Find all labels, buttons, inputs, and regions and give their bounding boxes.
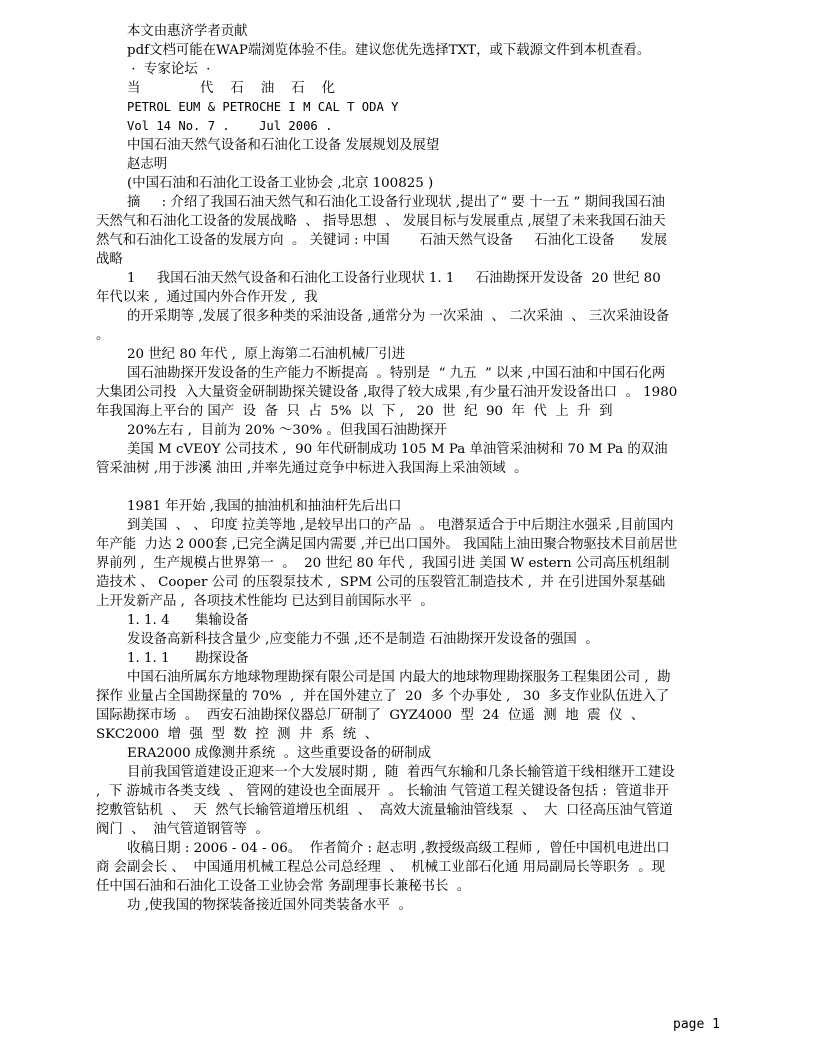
text-line: 1. 1. 1 勘探设备 [127,651,249,666]
text-line: 功 ,使我国的物探装备接近国外同类装备水平 。 [127,898,412,913]
blank-line [96,478,678,497]
text-line: 目前我国管道建设正迎来一个大发展时期 , 随 着西气东输和几条长输管道干线相继开工建设 , 下 游城市各类支线 、 管网的建设也全面展开 。 长输油 气管道工程关键设备包括 : 管道非开挖敷管钻机 、 天 然气长输管道增压机组 、 高效大流量输油管线泵 、 大 口径高压油气管道阀门 、 油气管道钢管等 。 [96,765,680,837]
text-line: ERA2000 成像测井系统 。这些重要设备的研制成 [127,746,432,761]
text-line: 赵志明 [127,157,168,172]
text-line: 1981 年开始 ,我国的抽油机和抽油杆先后出口 [127,499,402,514]
text-line: · 专家论坛 · [127,62,211,77]
text-line: 1 我国石油天然气设备和石油化工设备行业现状 1. 1 石油勘探开发设备 20 世纪 80 年代以来 , 通过国内外合作开发 , 我 [96,271,665,305]
text-line: 摘 : 介绍了我国石油天然气和石油化工设备行业现状 ,提出了“ 要 十一五 ” 期间我国石油天然气和石油化工设备的发展战略 、 指导思想 、 发展目标与发展重点 ,展望了未来我国石油天然气和石油化工设备的发展方向 。 关键词 : 中国 石油天然气设备 石油化工设备 发展战略 [96,195,668,267]
text-line: (中国石油和石油化工设备工业协会 ,北京 100825 ) [127,176,434,191]
text-line: 中国石油天然气设备和石油化工设备 发展规划及展望 [127,138,440,153]
text-line: 中国石油所属东方地球物理勘探有限公司是国 内最大的地球物理勘探服务工程集团公司 , 勘探作 业量占全国勘探量的 70% , 并在国外建立了 20 多 个办事处 , 30 多支作业队伍进入了国际勘探市场 。 西安石油勘探仪器总厂研制了 GYZ4000 型 24 位遥 测 地 震 仪 、 SKC2000 增 强 型 数 控 测 井 系 统 、 [96,670,671,742]
text-line: 到美国 、 、 印度 拉美等地 ,是较早出口的产品 。 电潜泵适合于中后期注水强采 ,目前国内年产能 力达 2 000套 ,已完全满足国内需要 ,并已出口国外。 我国陆上油田聚合物驱技术目前居世界前列 , 生产规模占世界第一 。 20 世纪 80 年代 , 我国引进 美国 W estern 公司高压机组制造技术 、 Cooper 公司 的压裂泵技术 , SPM 公司的压裂管汇制造技术 , 并 在引进国外泵基础上开发新产品 , 各项技术性能均 已达到目前国际水平 。 [96,518,678,609]
text-line: 的开采期等 ,发展了很多种类的采油设备 ,通常分为 一次采油 、 二次采油 、 三次采油设备 。 [96,309,678,343]
text-line: 当 代 石 油 石 化 [127,81,336,96]
text-line: 发设备高新科技含量少 ,应变能力不强 ,还不是制造 石油勘探开发设备的强国 。 [127,632,599,647]
text-line: 本文由惠济学者贡献 [127,24,248,39]
text-line: 1. 1. 4 集输设备 [127,613,249,628]
text-line: 收稿日期 : 2006 - 04 - 06。 作者简介 : 赵志明 ,教授级高级工程师 , 曾任中国机电进出口商 会副会长 、 中国通用机械工程总公司总经理 、 机械工业部石化通 用局副局长等职务 。现任中国石油和石油化工设备工业协会常 务副理事长兼秘书长 。 [96,841,670,894]
text-line: 20 世纪 80 年代 , 原上海第二石油机械厂引进 [127,347,406,362]
page-number: page 1 [673,1017,720,1032]
text-line: 20%左右 , 目前为 20% ～30% 。但我国石油勘探开 [127,423,447,438]
text-line: PETROL EUM & PETROCHE I M CAL T ODA Y [127,100,399,114]
document-body [96,22,682,915]
text-line: pdf文档可能在WAP端浏览体验不佳。建议您优先选择TXT，或下载源文件到本机查看。 [127,43,651,58]
text-line: 美国 M cVE0Y 公司技术 , 90 年代研制成功 105 M Pa 单油管采油树和 70 M Pa 的双油管采油树 ,用于涉溪 油田 ,并率先通过竞争中标进入我国海上采油领域 。 [96,442,668,476]
text-line: 国石油勘探开发设备的生产能力不断提高 。特别是 “ 九五 ” 以来 ,中国石油和中国石化两大集团公司投 入大量资金研制勘探关键设备 ,取得了较大成果 ,有少量石油开发设备出口 。 1980 年我国海上平台的 国产 设 备 只 占 5% 以 下 , 20 世 纪 90 年 代 上 升 到 [96,366,682,419]
text-line: Vol 14 No. 7 . Jul 2006 . [127,119,333,133]
